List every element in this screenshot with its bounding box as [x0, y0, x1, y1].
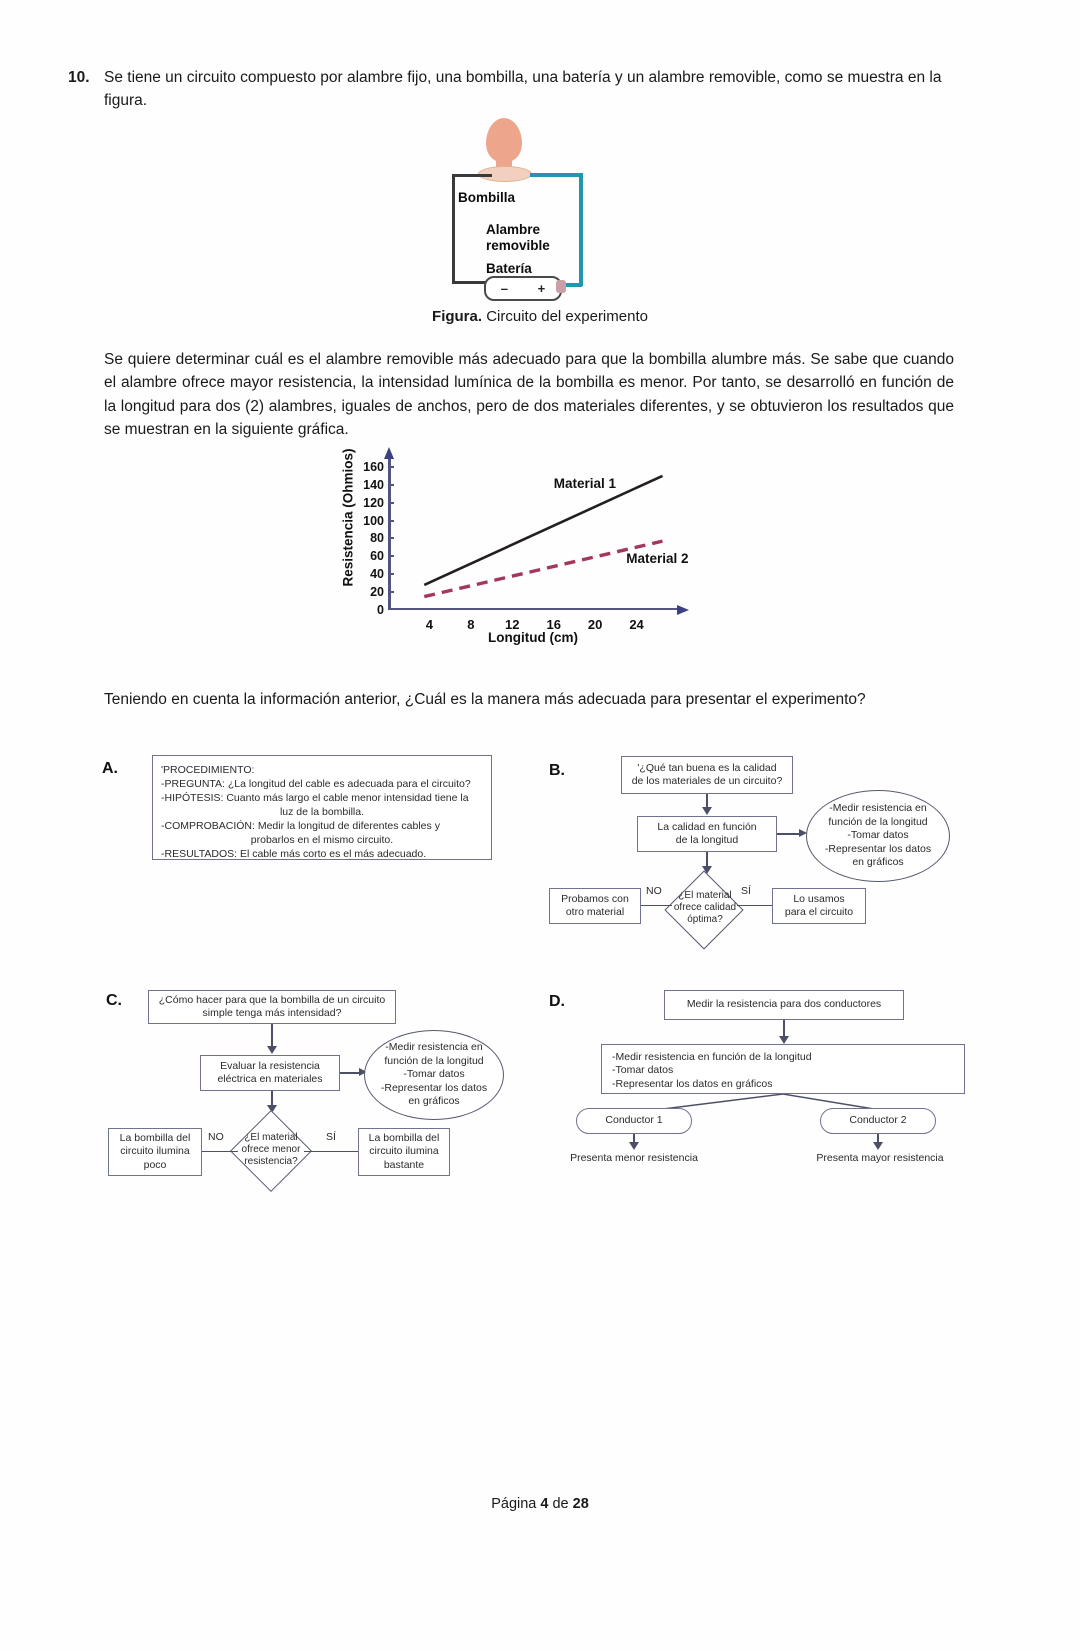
- option-b-diamond-line1: ¿El material: [678, 890, 732, 901]
- option-c-left-line2: circuito ilumina: [120, 1145, 190, 1158]
- label-bateria: Batería: [486, 261, 532, 276]
- option-d-result-right: Presenta mayor resistencia: [816, 1152, 944, 1164]
- option-c-right-line3: bastante: [383, 1158, 425, 1171]
- option-c-right-line2: circuito ilumina: [369, 1145, 439, 1158]
- page-footer: [0, 1496, 1080, 1512]
- option-c-diamond-text: [234, 1132, 308, 1168]
- removable-wire-top: [530, 173, 582, 177]
- option-c-left-box[interactable]: [108, 1128, 202, 1176]
- option-d-mid-line3: -Representar los datos en gráficos: [612, 1077, 773, 1090]
- chart-plot-area: [363, 458, 678, 632]
- option-d-node-right-text: Conductor 2: [849, 1114, 907, 1127]
- option-c-top-line1: ¿Cómo hacer para que la bombilla de un circuito: [158, 993, 386, 1006]
- chart-ytick-mark-140: [388, 484, 394, 486]
- option-d-result-left: Presenta menor resistencia: [570, 1152, 698, 1164]
- chart-ytick-mark-120: [388, 502, 394, 504]
- option-c-diamond-line2: ofrece menor: [241, 1144, 301, 1155]
- question-number: 10.: [68, 69, 90, 86]
- question-block: [68, 66, 954, 113]
- chart-ytick-120: 120: [363, 495, 384, 510]
- option-b-diamond-line3: óptima?: [687, 914, 723, 925]
- chart-ytick-mark-40: [388, 573, 394, 575]
- option-b-ellipse-line2: función de la longitud: [828, 815, 928, 828]
- option-c-mid-line1: Evaluar la resistencia: [220, 1059, 320, 1072]
- option-b-left-line1: Probamos con: [561, 892, 629, 905]
- option-d-arrow-3-icon: [873, 1142, 883, 1150]
- footer-prefix: Página: [491, 1496, 541, 1512]
- chart-ytick-160: 160: [363, 459, 384, 474]
- option-c-ellipse-line3: -Tomar datos: [403, 1068, 465, 1081]
- option-b-letter[interactable]: B.: [549, 762, 565, 779]
- figure-caption-bold: Figura.: [432, 308, 483, 325]
- option-c-ellipse[interactable]: [364, 1030, 504, 1120]
- option-d-node-left-text: Conductor 1: [605, 1114, 663, 1127]
- question-statement: Se tiene un circuito compuesto por alambre fijo, una bombilla, una batería y un alambre removible, como se muestra en la figura.: [104, 69, 942, 110]
- chart-ytick-20: 20: [370, 585, 384, 600]
- chart-xtick-20: 20: [587, 617, 603, 632]
- option-b-mid-line1: La calidad en función: [657, 820, 757, 833]
- fixed-wire-left: [452, 174, 455, 284]
- option-c-left-line3: poco: [143, 1158, 167, 1171]
- option-c-top-line2: simple tenga más intensidad?: [202, 1007, 342, 1019]
- figure-caption-rest: Circuito del experimento: [482, 308, 648, 325]
- option-c-no-label: NO: [208, 1131, 224, 1143]
- battery-icon: [484, 276, 562, 301]
- circuit-figure: [430, 118, 590, 303]
- option-d-mid-line1: -Medir resistencia en función de la longitud: [612, 1051, 812, 1063]
- option-c-letter[interactable]: C.: [106, 992, 122, 1009]
- footer-page-number: 4: [540, 1496, 549, 1512]
- chart-annotation-2: Material 2: [626, 551, 689, 567]
- option-a-line-1: 'PROCEDIMIENTO:: [161, 764, 255, 776]
- option-b-diamond-text: [670, 890, 740, 926]
- option-a-line-2: -PREGUNTA: ¿La longitud del cable es adecuada para el circuito?: [161, 778, 471, 791]
- option-c-arrow-1-icon: [267, 1046, 277, 1054]
- option-c-diamond-line1: ¿El material: [244, 1132, 298, 1143]
- option-b-connector-5: [737, 905, 772, 906]
- chart-ytick-mark-20: [388, 591, 394, 593]
- chart-ytick-40: 40: [370, 567, 384, 582]
- label-alambre-line1: Alambre: [486, 222, 541, 237]
- chart-xtick-16: 16: [546, 617, 561, 632]
- chart-ytick-60: 60: [370, 549, 384, 564]
- option-d-arrow-2-icon: [629, 1142, 639, 1150]
- option-c-left-line1: La bombilla del: [119, 1131, 191, 1144]
- option-c-ellipse-line5: en gráficos: [408, 1095, 460, 1108]
- chart-ytick-mark-160: [388, 466, 394, 468]
- option-b-right-box[interactable]: [772, 888, 866, 924]
- option-a-box[interactable]: [152, 755, 492, 860]
- final-question: Teniendo en cuenta la información anterior, ¿Cuál es la manera más adecuada para presentar el experimento?: [104, 691, 866, 708]
- option-c-si-label: SÍ: [326, 1131, 336, 1143]
- option-c-ellipse-line2: función de la longitud: [384, 1054, 484, 1067]
- option-b-ellipse-line3: -Tomar datos: [847, 829, 909, 842]
- option-d-letter[interactable]: D.: [549, 993, 565, 1010]
- option-b-mid-line2: de la longitud: [675, 834, 739, 846]
- option-a-line-3: -HIPÓTESIS: Cuanto más largo el cable menor intensidad tiene la: [161, 792, 469, 805]
- option-c-diamond-line3: resistencia?: [244, 1156, 298, 1167]
- chart-xtick-8: 8: [467, 617, 475, 632]
- label-bombilla: Bombilla: [458, 190, 516, 205]
- option-c-ellipse-line4: -Representar los datos: [380, 1081, 488, 1094]
- option-c-mid-line2: eléctrica en materiales: [217, 1073, 323, 1085]
- chart-ylabel: Resistencia (Ohmios): [340, 448, 356, 587]
- option-b-si-label: SÍ: [741, 885, 751, 897]
- option-d-arrow-1-icon: [779, 1036, 789, 1044]
- chart-ytick-mark-60: [388, 555, 394, 557]
- option-a-line-7: -RESULTADOS: El cable más corto es el más adecuado.: [161, 848, 427, 861]
- chart-ytick-mark-80: [388, 537, 394, 539]
- option-b-top-line2: de los materiales de un circuito?: [631, 775, 783, 787]
- figure-caption: [0, 308, 1080, 325]
- battery-plus: +: [537, 281, 546, 296]
- battery-terminal: [556, 280, 566, 293]
- chart-ytick-0: 0: [377, 603, 384, 617]
- removable-wire-right: [579, 173, 583, 286]
- option-b-right-line2: para el circuito: [784, 906, 854, 918]
- option-b-ellipse-line1: -Medir resistencia en: [829, 801, 927, 814]
- option-d-mid-box[interactable]: [601, 1044, 965, 1094]
- body-paragraph: Se quiere determinar cuál es el alambre removible más adecuado para que la bombilla alumbre más. Se sabe que cuando el alambre ofrece mayor resistencia, la intensidad lumínica de la bombilla es menor. Por tanto, se desarrolló en función de la longitud para dos (2) alambres, iguales de anchos, pero de dos materiales diferentes, y se obtuvieron los resultados que se muestran en la siguiente gráfica.: [104, 351, 954, 438]
- option-c-ellipse-line1: -Medir resistencia en: [385, 1040, 483, 1053]
- option-c-top-box[interactable]: [148, 990, 396, 1024]
- label-alambre-removible: [486, 222, 550, 253]
- chart-ytick-80: 80: [370, 531, 384, 546]
- battery-minus: –: [500, 281, 509, 296]
- option-b-connector-4: [641, 905, 672, 906]
- chart-series-svg: [388, 458, 678, 610]
- option-b-top-box[interactable]: [621, 756, 793, 794]
- chart-xtick-4: 4: [425, 617, 434, 632]
- option-b-no-label: NO: [646, 885, 662, 897]
- chart-xtick-12: 12: [505, 617, 520, 632]
- option-c-mid-box[interactable]: [200, 1055, 340, 1091]
- label-alambre-line2: removible: [486, 237, 550, 253]
- option-d-top-text: Medir la resistencia para dos conductores: [686, 998, 882, 1011]
- fixed-wire-top: [452, 174, 492, 177]
- option-b-ellipse-line5: en gráficos: [852, 856, 904, 869]
- footer-middle: de: [548, 1496, 573, 1512]
- resistance-chart: [330, 448, 700, 645]
- footer-total-pages: 28: [572, 1496, 589, 1512]
- chart-ytick-100: 100: [363, 513, 384, 528]
- option-c-connector-5: [304, 1151, 358, 1152]
- option-c-right-box[interactable]: [358, 1128, 450, 1176]
- option-a-line-4: luz de la bombilla.: [279, 806, 365, 819]
- option-a-line-5: -COMPROBACIÓN: Medir la longitud de diferentes cables y: [161, 820, 440, 833]
- x-axis-arrow-icon: [677, 605, 689, 615]
- option-b-diamond-line2: ofrece calidad: [673, 902, 737, 913]
- option-a-line-6: probarlos en el mismo circuito.: [250, 834, 394, 847]
- option-b-mid-box[interactable]: [637, 816, 777, 852]
- option-d-top-box[interactable]: [664, 990, 904, 1020]
- chart-series-1: [424, 476, 662, 585]
- chart-ytick-140: 140: [363, 477, 384, 492]
- option-b-ellipse-line4: -Representar los datos: [824, 842, 932, 855]
- option-a-letter[interactable]: A.: [102, 760, 118, 777]
- chart-xlabel: Longitud (cm): [488, 630, 578, 645]
- option-b-connector-2: [777, 833, 801, 835]
- option-d-mid-line2: -Tomar datos: [612, 1064, 674, 1077]
- option-b-arrow-1-icon: [702, 807, 712, 815]
- option-c-right-line1: La bombilla del: [368, 1131, 440, 1144]
- chart-ytick-mark-100: [388, 520, 394, 522]
- option-c-connector-4: [202, 1151, 238, 1152]
- fixed-wire-bottom: [452, 281, 486, 284]
- option-b-left-line2: otro material: [565, 906, 625, 918]
- option-b-top-line1: '¿Qué tan buena es la calidad: [637, 761, 777, 774]
- option-d-node-right[interactable]: [820, 1108, 936, 1134]
- option-b-left-box[interactable]: [549, 888, 641, 924]
- option-b-ellipse[interactable]: [806, 790, 950, 882]
- option-b-right-line1: Lo usamos: [793, 892, 845, 905]
- option-d-node-left[interactable]: [576, 1108, 692, 1134]
- chart-xtick-24: 24: [629, 617, 644, 632]
- chart-annotation-1: Material 1: [553, 475, 616, 491]
